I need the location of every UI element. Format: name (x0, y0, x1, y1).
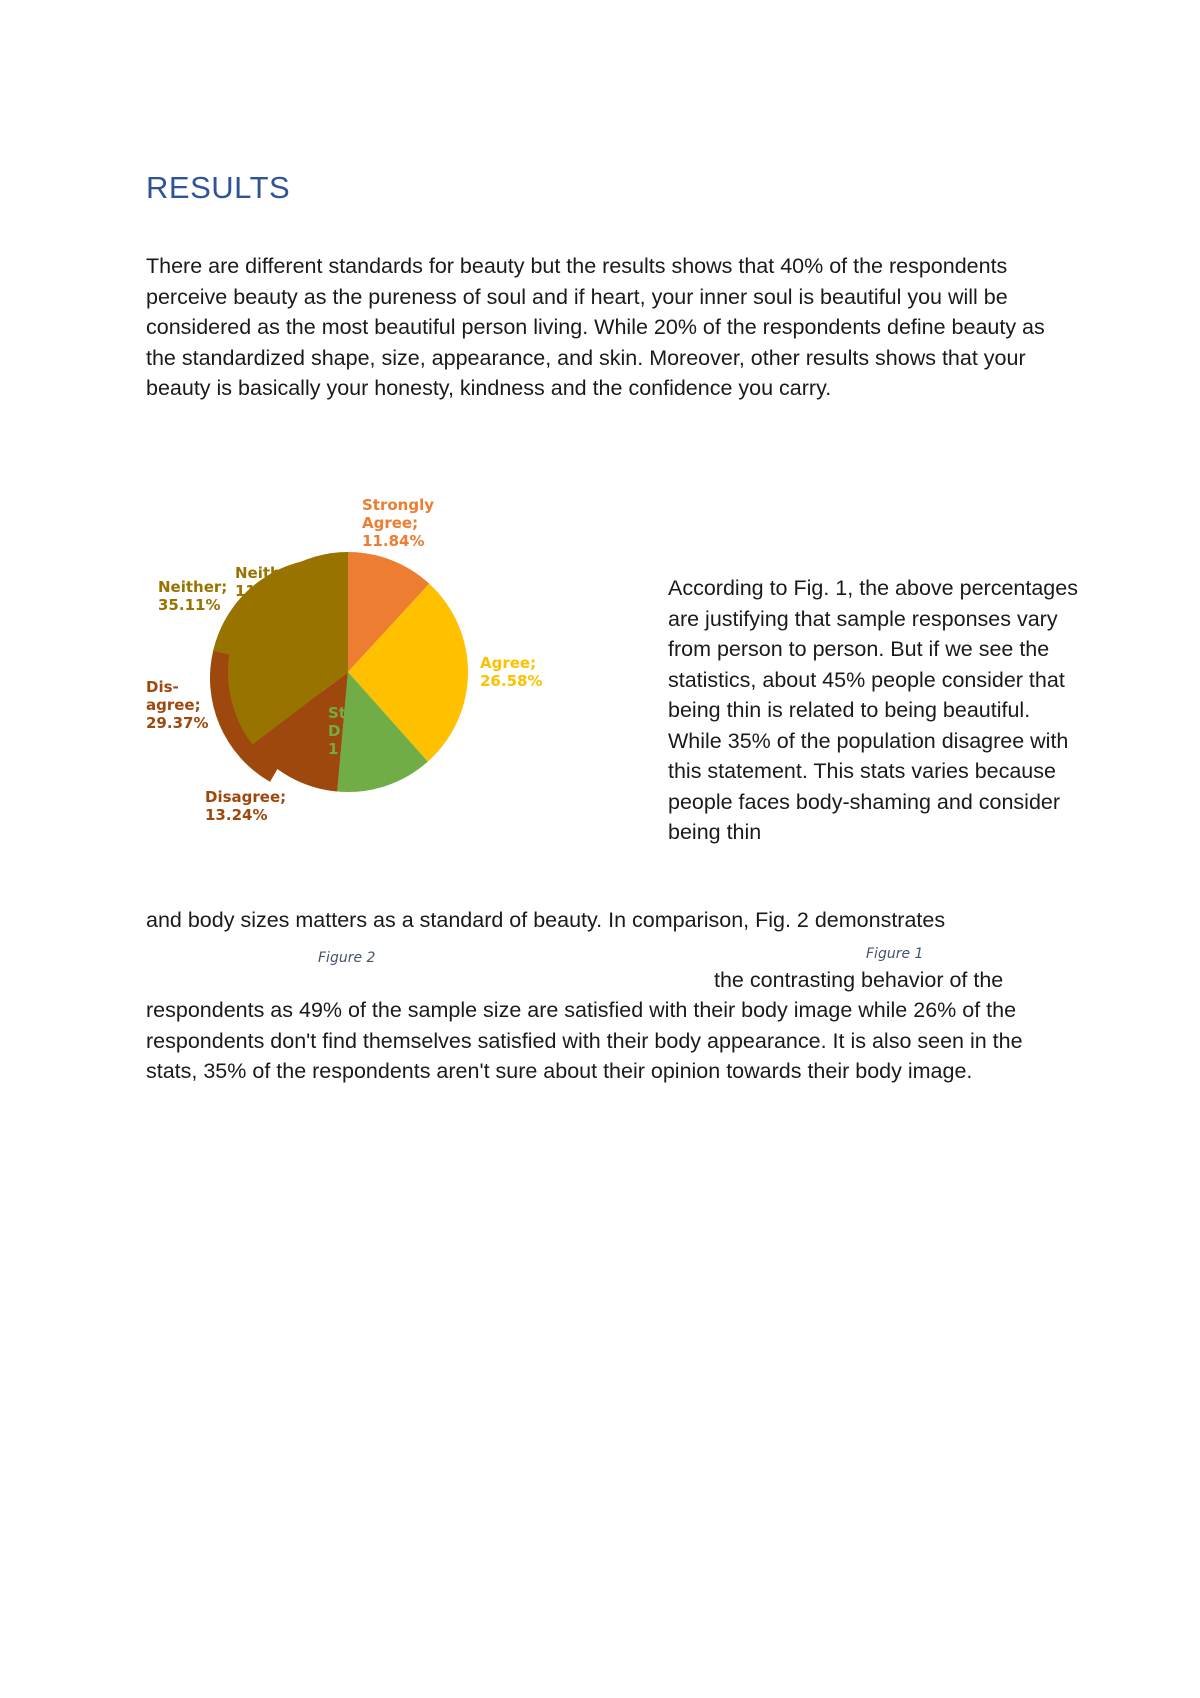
pie-label-strongly-disagree: St D 1 (328, 704, 346, 758)
paragraph-line-continued: the contrasting behavior of the (714, 968, 1004, 992)
figure-1-caption: Figure 1 (866, 946, 924, 962)
pie-label-neither: Neith 11 (235, 564, 281, 600)
pie-label-dis-agree: Dis-agree; 29.37% (146, 678, 209, 732)
pie-label-neither: Neither; 35.11% (158, 578, 228, 614)
pie-label-strongly-agree: Strongly Agree; 11.84% (362, 496, 435, 550)
intro-paragraph: There are different standards for beauty but the results shows that 40% of the respondents perceive beauty as the pureness of soul and if heart, your inner soul is beautiful you will be considered as the most beautiful person living. While 20% of the respondents define beauty as the standardized shape, size, appearance, and skin. Moreover, other results shows that your beauty is basically your honesty, kindness and the confidence you carry. (146, 254, 1045, 400)
closing-paragraph: respondents as 49% of the sample size are satisfied with their body image while 26% of the respondents don't find themselves satisfied with their body appearance. It is also seen in the stats, 35% of the respondents aren't sure about their opinion towards their body image. (146, 998, 1023, 1083)
figure-1-pie (228, 552, 468, 792)
page-title: RESULTS (146, 170, 291, 205)
pie-label-agree: Agree; 26.58% (480, 654, 543, 690)
pie-label-disagree: Disagree; 13.24% (205, 788, 287, 824)
wrapped-paragraph: According to Fig. 1, the above percentages are justifying that sample responses vary from person to person. But if we see the statistics, about 45% people consider that being thin is related to being beautiful. While 35% of the population disagree with this statement. This stats varies because people faces body-shaming and consider being thin (668, 576, 1078, 844)
figure-2-caption: Figure 2 (318, 950, 376, 966)
paragraph-line: and body sizes matters as a standard of beauty. In comparison, Fig. 2 demonstrates (146, 908, 946, 932)
pie-chart (0, 480, 640, 840)
